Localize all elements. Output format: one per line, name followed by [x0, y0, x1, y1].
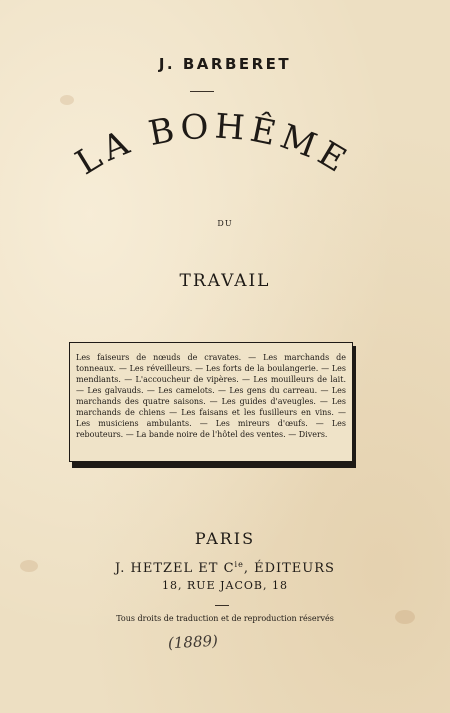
imprint-publisher	[0, 560, 450, 576]
contents-box	[69, 342, 353, 462]
main-title	[69, 106, 357, 183]
publisher-suffix: , ÉDITEURS	[243, 561, 335, 576]
contents-text: Les faiseurs de nœuds de cravates. — Les marchands de tonneaux. — Les réveilleurs. — Les forts de la boulangerie. — Les mendiants. — L'accoucheur de vipères. — Les mouilleurs de lait. — Les galvauds. — Les camelots. — Les gens du carreau. — Les marchands des quatre saisons. — Les guides d'aveugles. — Les marchands de chiens — Les faisans et les fusilleurs en vins. — Les musiciens ambulants. — Les mireurs d'œufs. — Les rebouteurs. — La bande noire de l'hôtel des ventes. — Divers.	[76, 353, 346, 439]
author-name: J. BARBERET	[158, 55, 292, 73]
handwritten-year: (1889)	[167, 631, 219, 653]
imprint-address: 18, RUE JACOB, 18	[162, 579, 288, 592]
divider	[215, 605, 229, 606]
imprint-city: PARIS	[194, 529, 256, 548]
publisher-sup: ie	[234, 560, 244, 569]
rights-notice: Tous droits de traduction et de reproduction réservés	[116, 614, 334, 623]
subtitle: TRAVAIL	[179, 271, 271, 291]
title-connector: DU	[217, 219, 233, 228]
main-title-text: LA BOHÊME	[68, 106, 358, 184]
publisher-name: J. HETZEL ET C	[115, 561, 235, 576]
